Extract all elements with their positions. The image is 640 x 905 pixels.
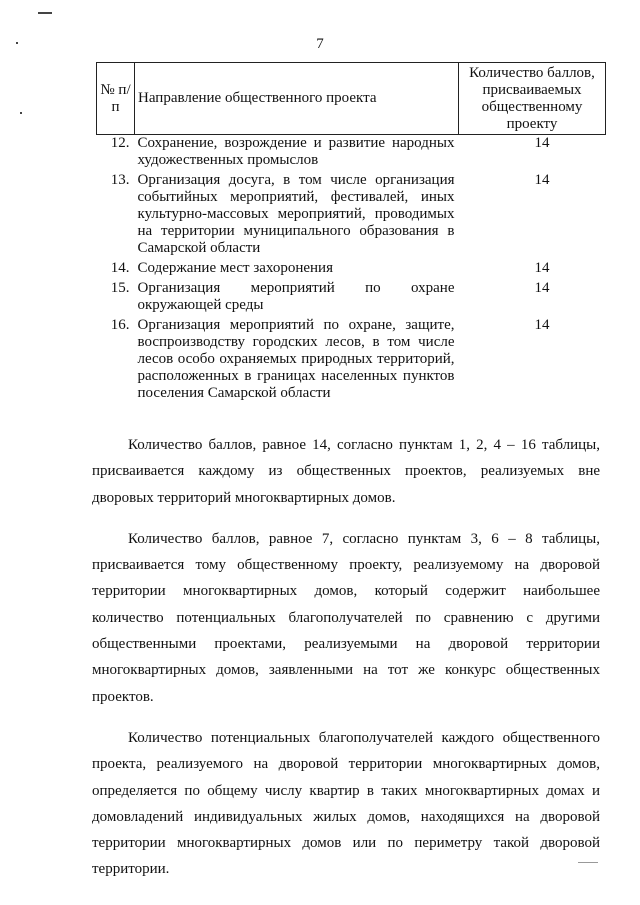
table-row (97, 257, 606, 277)
row-number: 14. (110, 260, 130, 276)
row-direction: Организация досуга, в том числе организация событийных мероприятий, фестивалей, иных культурно-массовых мероприятий, проводимых на территории муниципального образования в Самарской области (137, 172, 455, 256)
header-direction: Направление общественного проекта (135, 63, 459, 135)
scan-mark (38, 12, 52, 14)
table-row (97, 277, 606, 314)
body-text (92, 432, 600, 883)
header-number: № п/п (97, 63, 135, 135)
table-row (97, 314, 606, 402)
row-direction: Организация мероприятий по охране, защите, воспроизводству городских лесов, в том числе лесов особо охраняемых природных территорий, расположенных в границах населенных пунктов поселения Самарской области (137, 317, 455, 401)
paragraph: Количество баллов, равное 14, согласно пунктам 1, 2, 4 – 16 таблицы, присваивается каждому из общественных проектов, реализуемых вне дворовых территорий многоквартирных домов. (92, 437, 600, 506)
row-number: 15. (110, 280, 130, 296)
table-header-row (97, 63, 606, 135)
row-direction: Сохранение, возрождение и развитие народных художественных промыслов (137, 135, 455, 168)
row-direction: Организация мероприятий по охране окружающей среды (137, 280, 455, 313)
row-number: 16. (110, 317, 130, 333)
row-number: 13. (110, 172, 130, 188)
projects-table (96, 62, 606, 402)
header-points: Количество баллов, присваиваемых общественному проекту (459, 63, 606, 135)
row-number: 12. (110, 135, 130, 151)
row-points: 14 (534, 172, 550, 188)
table-row (97, 135, 606, 170)
paragraph: Количество потенциальных благополучателей каждого общественного проекта, реализуемого на дворовой территории многоквартирных домов, определяется по общему числу квартир в таких многоквартирных домах и домовладений индивидуальных жилых домов, находящихся на дворовой территории многоквартирных домов или по периметру такой дворовой территории. (92, 729, 600, 878)
paragraph: Количество баллов, равное 7, согласно пунктам 3, 6 – 8 таблицы, присваивается тому общественному проекту, реализуемому на дворовой территории многоквартирных домов, который содержит наибольшее количество потенциальных благополучателей по сравнению с другими общественными проектами, реализуемыми на дворовой территории многоквартирных домов, заявленными на тот же конкурс общественных проектов. (92, 530, 600, 705)
scan-mark (20, 112, 22, 114)
row-points: 14 (534, 135, 550, 151)
row-points: 14 (534, 260, 550, 276)
row-points: 14 (534, 317, 550, 333)
row-direction: Содержание мест захоронения (137, 260, 333, 276)
page-number: 7 (316, 36, 324, 52)
table-row (97, 169, 606, 257)
row-points: 14 (534, 280, 550, 296)
